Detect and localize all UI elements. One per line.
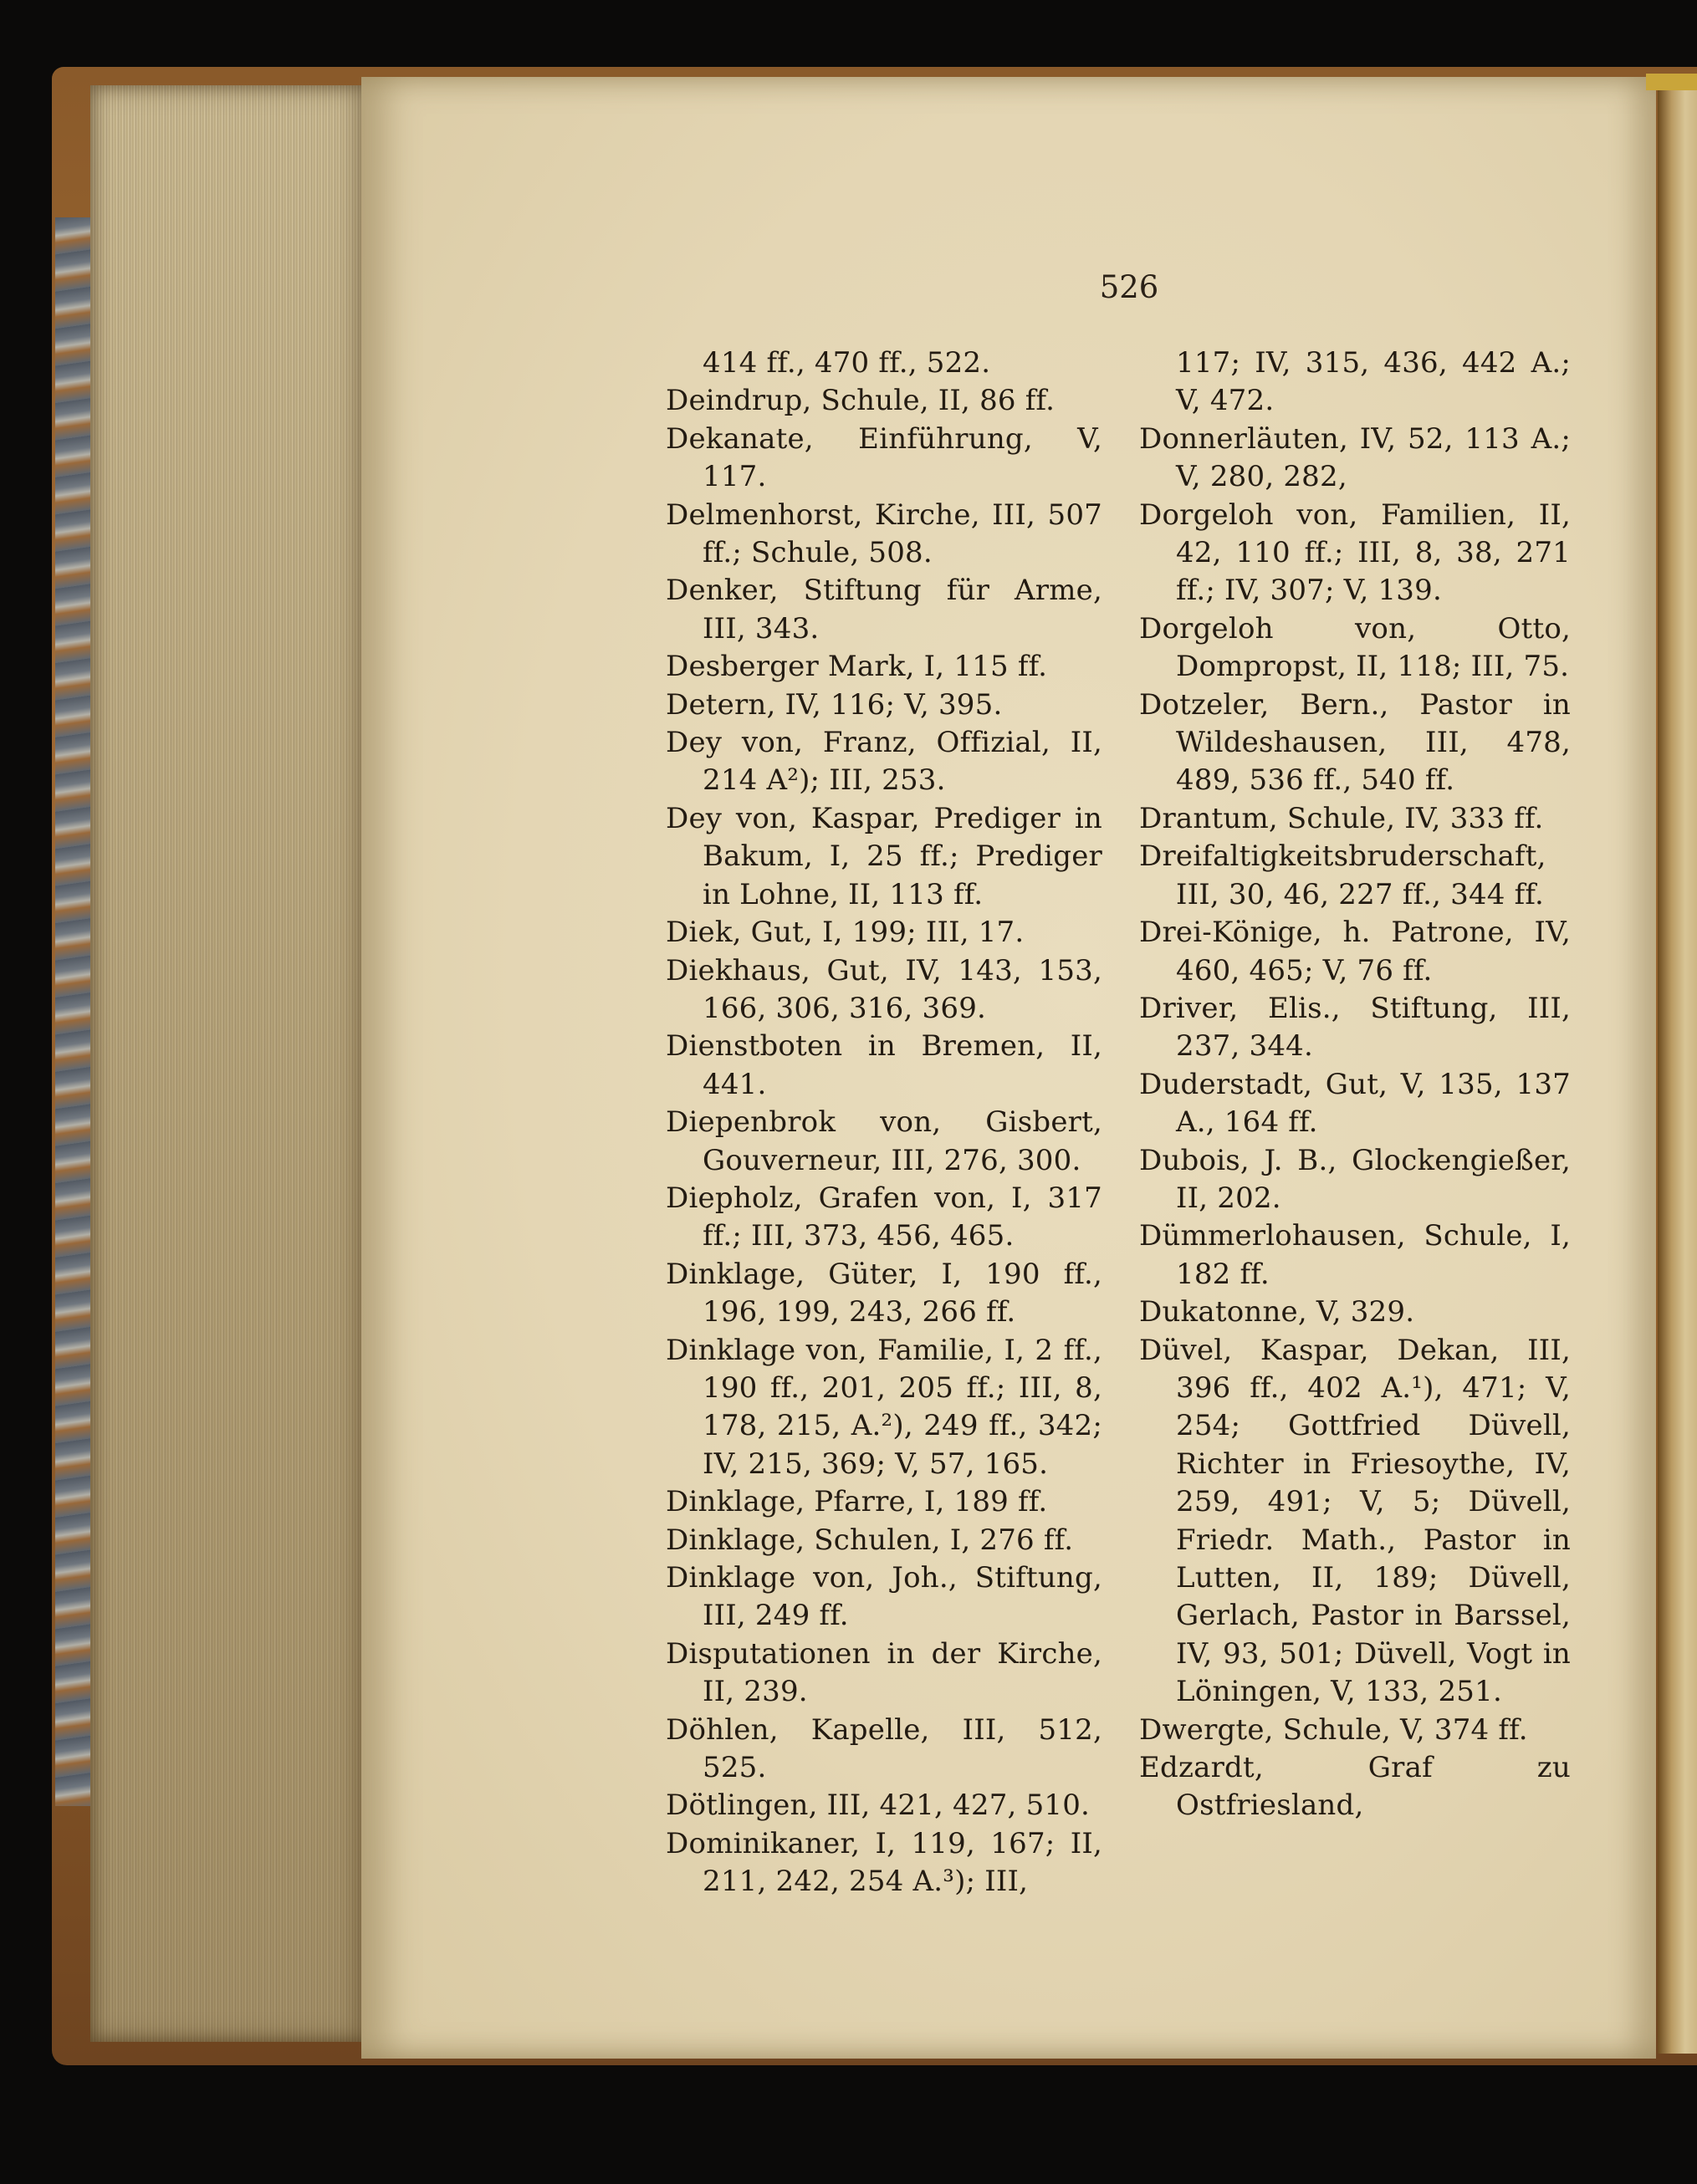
index-entry: Drei-Könige, h. Patrone, IV, 460, 465; V, 76 ff. [1139, 916, 1571, 987]
index-entry: Dukatonne, V, 329. [1139, 1295, 1415, 1329]
marbled-endpaper [55, 217, 92, 1806]
index-entry: Dorgeloh von, Familien, II, 42, 110 ff.; III, 8, 38, 271 ff.; IV, 307; V, 139. [1139, 498, 1571, 608]
index-entry: Dwergte, Schule, V, 374 ff. [1139, 1712, 1528, 1747]
page-number: 526 [1099, 269, 1159, 305]
index-entry: Dinklage, Güter, I, 190 ff., 196, 199, 243, 266 ff. [666, 1257, 1102, 1329]
index-entry: 117; IV, 315, 436, 442 A.; V, 472. [1176, 346, 1571, 418]
headband [1646, 74, 1697, 90]
index-entry: Diek, Gut, I, 199; III, 17. [666, 916, 1025, 950]
index-entry: Denker, Stiftung für Arme, III, 343. [666, 574, 1102, 646]
index-entry: Dienstboten in Bremen, II, 441. [666, 1029, 1102, 1101]
index-entry: Dinklage von, Familie, I, 2 ff., 190 ff., 201, 205 ff.; III, 8, 178, 215, A.²), 249 ff., 342; IV, 215, 369; V, 57, 165. [666, 1333, 1102, 1481]
index-entry: Disputationen in der Kirche, II, 239. [666, 1636, 1102, 1709]
index-entry: Diepenbrok von, Gisbert, Gouverneur, III, 276, 300. [666, 1105, 1102, 1177]
index-entry: Dümmerlohausen, Schule, I, 182 ff. [1139, 1219, 1571, 1291]
index-entry: Detern, IV, 116; V, 395. [666, 687, 1003, 722]
index-entry: Dekanate, Einführung, V, 117. [666, 421, 1102, 494]
index-entry: Düvel, Kaspar, Dekan, III, 396 ff., 402 A.¹), 471; V, 254; Gottfried Düvell, Richter in Friesoythe, IV, 259, 491; V, 5; Düvell, Friedr. Math., Pastor in Lutten, II, 189; Düvell, Gerlach, Pastor in Barssel, IV, 93, 501; Düvell, Vogt in Löningen, V, 133, 251. [1139, 1333, 1571, 1709]
index-entry: Donnerläuten, IV, 52, 113 A.; V, 280, 282, [1139, 421, 1571, 494]
index-entry: Dominikaner, I, 119, 167; II, 211, 242, 254 A.³); III, [666, 1826, 1102, 1899]
index-entry: Delmenhorst, Kirche, III, 507 ff.; Schule, 508. [666, 498, 1102, 570]
index-entry: Deindrup, Schule, II, 86 ff. [666, 384, 1056, 418]
index-entry: Dinklage von, Joh., Stiftung, III, 249 ff. [666, 1561, 1102, 1633]
index-entry: Drantum, Schule, IV, 333 ff. [1139, 801, 1544, 835]
index-entry: Duderstadt, Gut, V, 135, 137 A., 164 ff. [1139, 1067, 1571, 1140]
index-entry: Edzardt, Graf zu Ostfriesland, [1139, 1751, 1571, 1823]
index-entry: Döhlen, Kapelle, III, 512, 525. [666, 1712, 1102, 1785]
index-entry: Diekhaus, Gut, IV, 143, 153, 166, 306, 316, 369. [666, 953, 1102, 1025]
index-entry: Dubois, J. B., Glockengießer, II, 202. [1139, 1143, 1571, 1215]
index-entry: Dotzeler, Bern., Pastor in Wildeshausen, III, 478, 489, 536 ff., 540 ff. [1139, 687, 1571, 798]
index-entry: Dinklage, Schulen, I, 276 ff. [666, 1523, 1074, 1557]
index-entry: Dötlingen, III, 421, 427, 510. [666, 1789, 1091, 1823]
index-entry: Driver, Elis., Stiftung, III, 237, 344. [1139, 991, 1571, 1064]
index-entry: Desberger Mark, I, 115 ff. [666, 650, 1048, 684]
index-entry: Dreifaltigkeitsbruderschaft, III, 30, 46, 227 ff., 344 ff. [1139, 839, 1546, 911]
index-entry: 414 ff., 470 ff., 522. [703, 346, 991, 380]
index-column-right [1139, 344, 1571, 1825]
index-column-left [666, 344, 1102, 1901]
index-entry: Dorgeloh von, Otto, Dompropst, II, 118; III, 75. [1139, 611, 1571, 684]
index-entry: Dey von, Franz, Offizial, II, 214 A²); III, 253. [666, 726, 1102, 798]
index-entry: Dey von, Kaspar, Prediger in Bakum, I, 25 ff.; Prediger in Lohne, II, 113 ff. [666, 801, 1102, 911]
page-edges [90, 85, 371, 2042]
index-entry: Diepholz, Grafen von, I, 317 ff.; III, 373, 456, 465. [666, 1181, 1102, 1253]
index-entry: Dinklage, Pfarre, I, 189 ff. [666, 1485, 1048, 1519]
facing-leaf-edge [1658, 80, 1697, 2054]
